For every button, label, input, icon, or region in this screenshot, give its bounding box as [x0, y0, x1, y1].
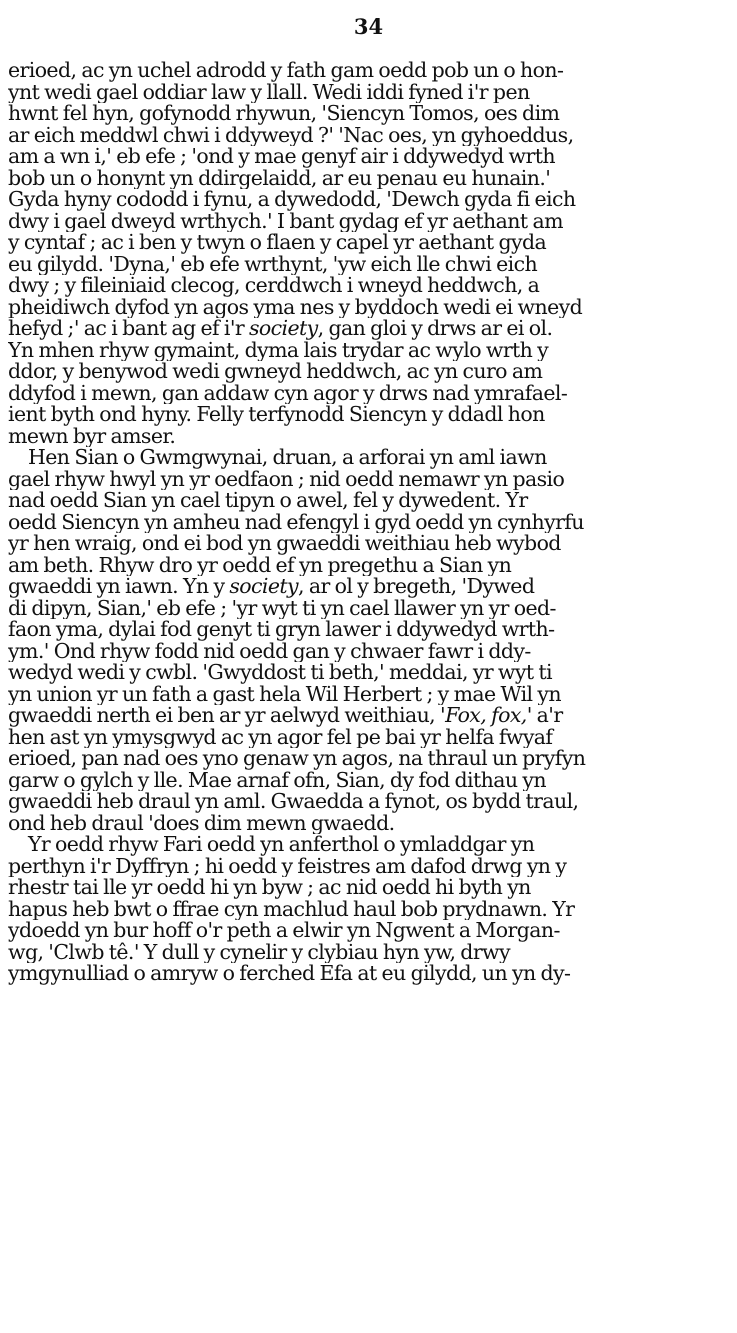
text-line: ddor, y benywod wedi gwneyd heddwch, ac yn curo am: [8, 361, 543, 383]
text-line: ddyfod i mewn, gan addaw cyn agor y drws nad ymrafael-: [8, 382, 568, 404]
text-line: am a wn i,' eb efe ; 'ond y mae genyf air i ddywedyd wrth: [8, 146, 555, 168]
text-line: wedyd wedi y cwbl. 'Gwyddost ti beth,' meddai, yr wyt ti: [8, 662, 553, 684]
text-line: gwaeddi heb draul yn aml. Gwaedda a fynot, os bydd traul,: [8, 791, 579, 813]
text-line: gael rhyw hwyl yn yr oedfaon ; nid oedd nemawr yn pasio: [8, 468, 565, 490]
text-line: Gyda hyny cododd i fynu, a dywedodd, 'Dewch gyda fi eich: [8, 189, 576, 211]
text-line: ym.' Ond rhyw fodd nid oedd gan y chwaer fawr i ddy-: [8, 640, 531, 662]
text-line: oedd Siencyn yn amheu nad efengyl i gyd oedd yn cynhyrfu: [8, 511, 584, 533]
text-line: eu gilydd. 'Dyna,' eb efe wrthynt, 'yw eich lle chwi eich: [8, 253, 538, 275]
text-line: dwy i gael dweyd wrthych.' I bant gydag ef yr aethant am: [8, 210, 563, 232]
text-line: ymgynulliad o amryw o ferched Efa at eu gilydd, un yn dy-: [8, 963, 571, 985]
paragraph-start-line: Hen Sian o Gwmgwynai, druan, a arforai yn aml iawn: [28, 447, 547, 469]
text-line: erioed, ac yn uchel adrodd y fath gam oedd pob un o hon-: [8, 60, 564, 82]
text-line: Yn mhen rhyw gymaint, dyma lais trydar ac wylo wrth y: [8, 339, 549, 361]
text-line: rhestr tai lle yr oedd hi yn byw ; ac nid oedd hi byth yn: [8, 877, 531, 899]
text-line: pheidiwch dyfod yn agos yma nes y byddoch wedi ei wneyd: [8, 296, 583, 318]
text-line: y cyntaf ; ac i ben y twyn o flaen y capel yr aethant gyda: [8, 232, 547, 254]
text-line: di dipyn, Sian,' eb efe ; 'yr wyt ti yn cael llawer yn yr oed-: [8, 597, 556, 619]
page-number: 34: [353, 14, 384, 39]
text-line: bob un o honynt yn ddirgelaidd, ar eu penau eu hunain.': [8, 167, 551, 189]
text-line: dwy ; y fileiniaid clecog, cerddwch i wneyd heddwch, a: [8, 275, 540, 297]
text-line: ient byth ond hyny. Felly terfynodd Siencyn y ddadl hon: [8, 404, 545, 426]
text-line: yn union yr un fath a gast hela Wil Herbert ; y mae Wil yn: [8, 683, 562, 705]
text-line: ynt wedi gael oddiar law y llall. Wedi iddi fyned i'r pen: [8, 81, 530, 103]
text-line: ond heb draul 'does dim mewn gwaedd.: [8, 812, 395, 834]
text-line: nad oedd Sian yn cael tipyn o awel, fel y dywedent. Yr: [8, 490, 528, 512]
text-line: faon yma, dylai fod genyt ti gryn lawer i ddywedyd wrth-: [8, 619, 555, 641]
text-line: erioed, pan nad oes yno genaw yn agos, na thraul un pryfyn: [8, 748, 586, 770]
text-line: am beth. Rhyw dro yr oedd ef yn pregethu a Sian yn: [8, 554, 512, 576]
text-line: hefyd ;' ac i bant ag ef i'r society, gan gloi y drws ar ei ol.: [8, 318, 553, 340]
body-text: [8, 60, 732, 985]
text-line: hen ast yn ymysgwyd ac yn agor fel pe bai yr helfa fwyaf: [8, 726, 553, 748]
paragraph-start-line: Yr oedd rhyw Fari oedd yn anferthol o ymladdgar yn: [28, 834, 535, 856]
text-line: hwnt fel hyn, gofynodd rhywun, 'Siencyn Tomos, oes dim: [8, 103, 560, 125]
text-line: ar eich meddwl chwi i ddyweyd ?' 'Nac oes, yn gyhoeddus,: [8, 124, 574, 146]
text-line: garw o gylch y lle. Mae arnaf ofn, Sian, dy fod dithau yn: [8, 769, 546, 791]
text-line: perthyn i'r Dyffryn ; hi oedd y feistres am dafod drwg yn y: [8, 855, 567, 877]
text-line: hapus heb bwt o ffrae cyn machlud haul bob prydnawn. Yr: [8, 898, 575, 920]
text-line: yr hen wraig, ond ei bod yn gwaeddi weithiau heb wybod: [8, 533, 561, 555]
text-line: gwaeddi yn iawn. Yn y society, ar ol y bregeth, 'Dywed: [8, 576, 535, 598]
text-line: wg, 'Clwb tê.' Y dull y cynelir y clybiau hyn yw, drwy: [8, 941, 510, 963]
text-line: gwaeddi nerth ei ben ar yr aelwyd weithiau, 'Fox, fox,' a'r: [8, 705, 563, 727]
text-line: ydoedd yn bur hoff o'r peth a elwir yn Ngwent a Morgan-: [8, 920, 560, 942]
text-line: mewn byr amser.: [8, 425, 176, 447]
